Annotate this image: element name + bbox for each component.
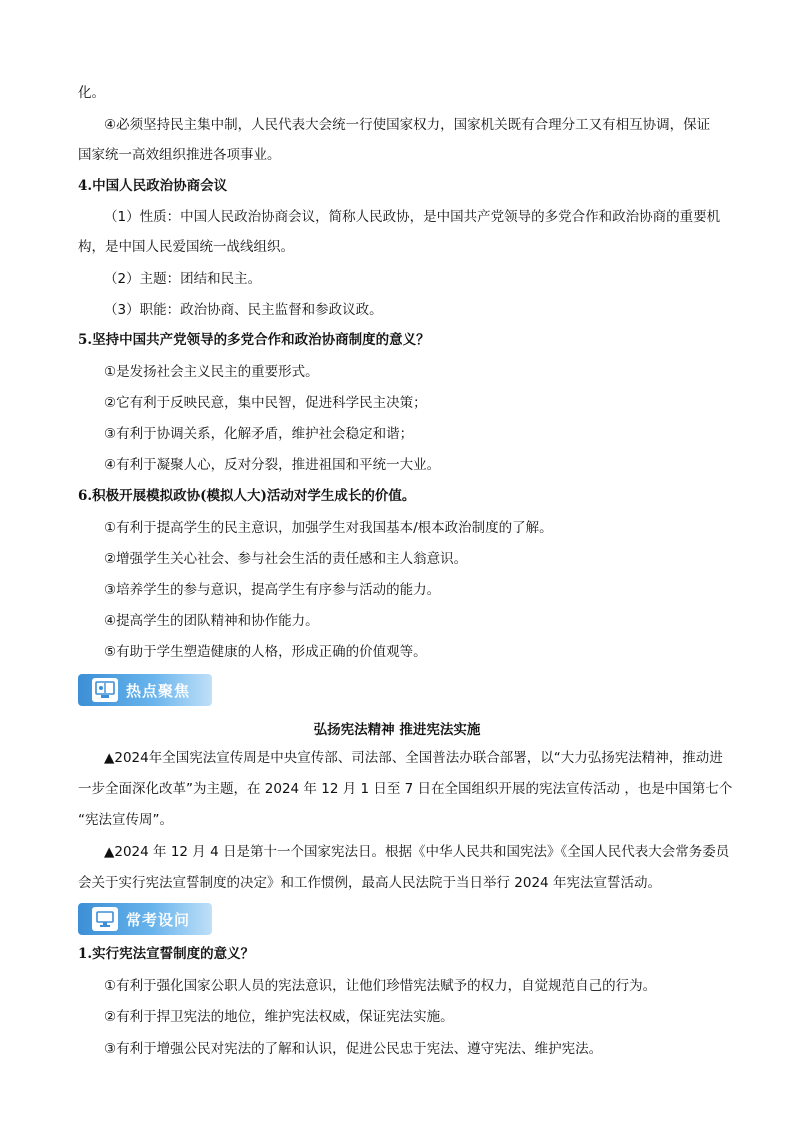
section-heading: 1.实行宪法宣誓制度的意义？: [78, 946, 255, 962]
list-item: ②它有利于反映民意，集中民智，促进科学民主决策；: [104, 395, 427, 411]
list-item: ②有利于捍卫宪法的地位，维护宪法权威，保证宪法实施。: [104, 1009, 454, 1025]
text-line: 一步全面深化改革”为主题，在 2024 年 12 月 1 日至 7 日在全国组织开展的宪法宣传活动 ，也是中国第七个: [78, 781, 733, 797]
text-line: （3）职能：政治协商、民主监督和参政议政。: [104, 302, 383, 318]
section-heading: 5.坚持中国共产党领导的多党合作和政治协商制度的意义？: [78, 332, 430, 348]
exam-question-banner: [78, 903, 212, 935]
list-item: ①有利于强化国家公职人员的宪法意识，让他们珍惜宪法赋予的权力，自觉规范自己的行为。: [104, 978, 657, 994]
list-item: ④提高学生的团队精神和协作能力。: [104, 613, 319, 629]
text-line: “宪法宣传周”。: [78, 812, 173, 828]
list-item: ①是发扬社会主义民主的重要形式。: [104, 364, 319, 380]
text-line: ▲2024 年 12 月 4 日是第十一个国家宪法日。根据《中华人民共和国宪法》《全国人民代表大会常务委员: [104, 844, 730, 860]
text-line: （1）性质：中国人民政治协商会议，简称人民政协，是中国共产党领导的多党合作和政治协商的重要机: [104, 209, 721, 225]
list-item: ③培养学生的参与意识，提高学生有序参与活动的能力。: [104, 582, 441, 598]
computer-monitor-icon: [92, 907, 118, 931]
list-item: ③有利于协调关系，化解矛盾，维护社会稳定和谐；: [104, 426, 414, 442]
text-line: 国家统一高效组织推进各项事业。: [78, 147, 281, 163]
text-line: 化。: [78, 85, 105, 101]
section-heading: 6.积极开展模拟政协(模拟人大)活动对学生成长的价值。: [78, 488, 416, 504]
hot-topic-banner: [78, 674, 212, 706]
reading-book-icon: [92, 678, 118, 702]
list-item: ④有利于凝聚人心，反对分裂，推进祖国和平统一大业。: [104, 457, 441, 473]
text-line: （2）主题：团结和民主。: [104, 271, 262, 287]
banner-label: 常考设问: [126, 910, 191, 929]
list-item: ①有利于提高学生的民主意识，加强学生对我国基本/根本政治制度的了解。: [104, 520, 553, 536]
banner-label: 热点聚焦: [126, 681, 191, 700]
list-item: ⑤有助于学生塑造健康的人格，形成正确的价值观等。: [104, 644, 427, 660]
text-line: 构，是中国人民爱国统一战线组织。: [78, 239, 294, 255]
list-item: ②增强学生关心社会、参与社会生活的责任感和主人翁意识。: [104, 551, 468, 567]
text-line: ④必须坚持民主集中制，人民代表大会统一行使国家权力，国家机关既有合理分工又有相互协调，保证: [104, 117, 711, 133]
section-heading: 4.中国人民政治协商会议: [78, 178, 228, 194]
text-line: ▲2024年全国宪法宣传周是中央宣传部、司法部、全国普法办联合部署，以“大力弘扬宪法精神，推动进: [104, 750, 723, 766]
text-line: 会关于实行宪法宣誓制度的决定》和工作惯例，最高人民法院于当日举行 2024 年宪法宣誓活动。: [78, 875, 661, 891]
list-item: ③有利于增强公民对宪法的了解和认识，促进公民忠于宪法、遵守宪法、维护宪法。: [104, 1041, 603, 1057]
hot-topic-title: 弘扬宪法精神 推进宪法实施: [313, 722, 481, 738]
